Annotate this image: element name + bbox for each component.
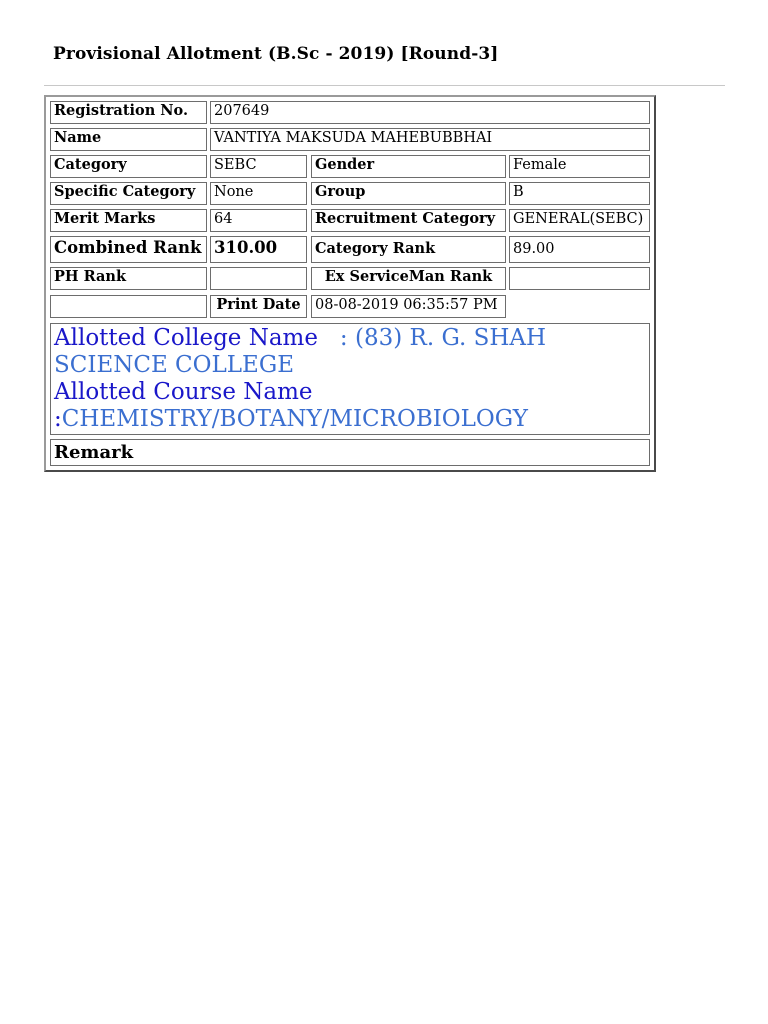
allotted-course-separator: : xyxy=(54,406,62,432)
empty-cell xyxy=(50,295,207,318)
gender-label: Gender xyxy=(311,155,506,178)
page-title: Provisional Allotment (B.Sc - 2019) [Round-3] xyxy=(53,44,499,64)
category-rank-label: Category Rank xyxy=(311,236,506,263)
ph-rank-value xyxy=(210,267,307,290)
allotment-details xyxy=(50,323,650,435)
print-date-label: Print Date xyxy=(210,295,307,318)
gender-value: Female xyxy=(509,155,650,178)
allotted-college-value: (83) R. G. SHAH SCIENCE COLLEGE xyxy=(54,325,547,378)
category-value: SEBC xyxy=(210,155,307,178)
allotted-course xyxy=(54,379,646,433)
allotted-college-separator: : xyxy=(317,325,355,351)
recruitment-category-value: GENERAL(SEBC) xyxy=(509,209,650,232)
ex-serviceman-rank-value xyxy=(509,267,650,290)
name-label: Name xyxy=(50,128,207,151)
group-value: B xyxy=(509,182,650,205)
ex-serviceman-rank-label: Ex ServiceMan Rank xyxy=(311,267,506,290)
allotted-course-value: CHEMISTRY/BOTANY/MICROBIOLOGY xyxy=(61,406,528,432)
category-rank-value: 89.00 xyxy=(509,236,650,263)
group-label: Group xyxy=(311,182,506,205)
title-divider xyxy=(44,85,725,86)
registration-no-value: 207649 xyxy=(210,101,650,124)
name-value: VANTIYA MAKSUDA MAHEBUBBHAI xyxy=(210,128,650,151)
merit-marks-value: 64 xyxy=(210,209,307,232)
allotted-college xyxy=(54,325,646,379)
recruitment-category-label: Recruitment Category xyxy=(311,209,506,232)
registration-no-label: Registration No. xyxy=(50,101,207,124)
allotted-course-label: Allotted Course Name xyxy=(54,379,313,405)
combined-rank-value: 310.00 xyxy=(210,236,307,263)
category-label: Category xyxy=(50,155,207,178)
print-date-value: 08-08-2019 06:35:57 PM xyxy=(311,295,506,318)
allotted-college-label: Allotted College Name xyxy=(54,325,318,351)
remark-label: Remark xyxy=(50,439,650,466)
merit-marks-label: Merit Marks xyxy=(50,209,207,232)
specific-category-value: None xyxy=(210,182,307,205)
ph-rank-label: PH Rank xyxy=(50,267,207,290)
specific-category-label: Specific Category xyxy=(50,182,207,205)
combined-rank-label: Combined Rank xyxy=(50,236,207,263)
